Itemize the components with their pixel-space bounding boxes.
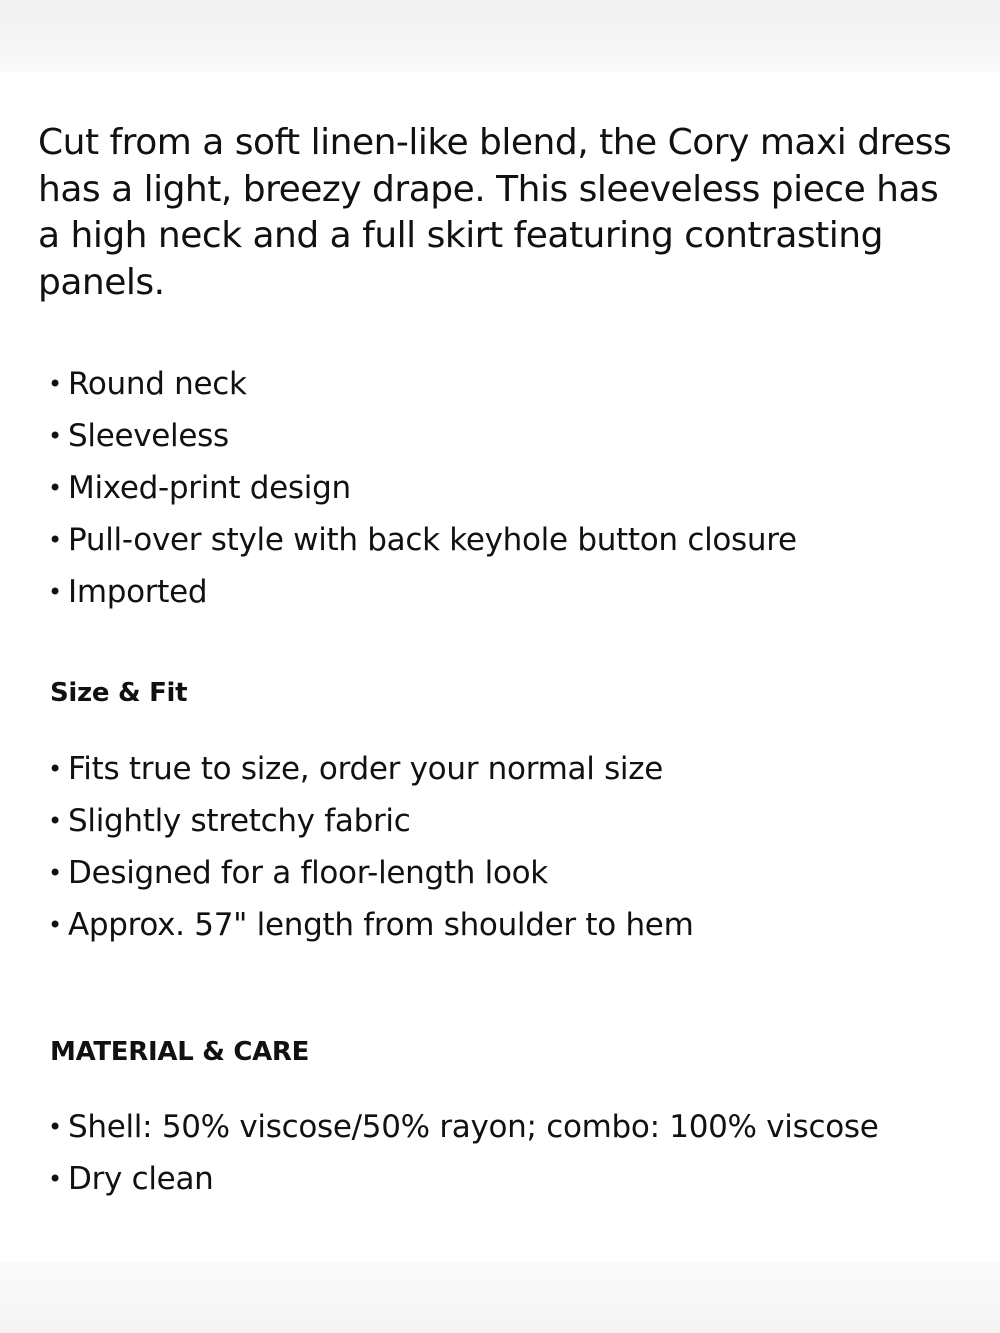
bullet-icon: • [48, 474, 62, 502]
bullet-icon: • [48, 755, 62, 783]
material-care-list [48, 1101, 879, 1205]
bullet-icon: • [48, 1165, 62, 1193]
list-item [48, 410, 797, 462]
features-list [48, 358, 797, 618]
list-item [48, 358, 797, 410]
bullet-icon: • [48, 370, 62, 398]
bullet-icon: • [48, 807, 62, 835]
size-fit-heading: Size & Fit [50, 678, 188, 708]
bullet-icon: • [48, 859, 62, 887]
list-item-text: Pull-over style with back keyhole button closure [68, 522, 797, 558]
list-item-text: Imported [68, 574, 208, 610]
bottom-background-band [0, 1262, 1000, 1333]
top-background-band [0, 0, 1000, 72]
list-item [48, 1101, 879, 1153]
size-fit-list [48, 743, 693, 951]
list-item-text: Slightly stretchy fabric [68, 803, 411, 839]
list-item [48, 1153, 879, 1205]
material-care-heading: MATERIAL & CARE [50, 1037, 310, 1067]
bullet-icon: • [48, 578, 62, 606]
list-item [48, 847, 693, 899]
list-item [48, 899, 693, 951]
bullet-icon: • [48, 526, 62, 554]
product-description: Cut from a soft linen-like blend, the Cory maxi dress has a light, breezy drape. This sleeveless piece has a high neck and a full skirt featuring contrasting panels. [38, 122, 952, 303]
list-item-text: Sleeveless [68, 418, 229, 454]
bullet-icon: • [48, 1113, 62, 1141]
list-item-text: Round neck [68, 366, 247, 402]
bullet-icon: • [48, 911, 62, 939]
list-item [48, 514, 797, 566]
list-item [48, 566, 797, 618]
list-item-text: Shell: 50% viscose/50% rayon; combo: 100% viscose [68, 1109, 879, 1145]
list-item [48, 795, 693, 847]
list-item-text: Dry clean [68, 1161, 214, 1197]
list-item-text: Fits true to size, order your normal size [68, 751, 663, 787]
list-item [48, 462, 797, 514]
list-item-text: Designed for a floor-length look [68, 855, 548, 891]
list-item-text: Mixed-print design [68, 470, 351, 506]
bullet-icon: • [48, 422, 62, 450]
list-item-text: Approx. 57" length from shoulder to hem [68, 907, 694, 943]
list-item [48, 743, 693, 795]
